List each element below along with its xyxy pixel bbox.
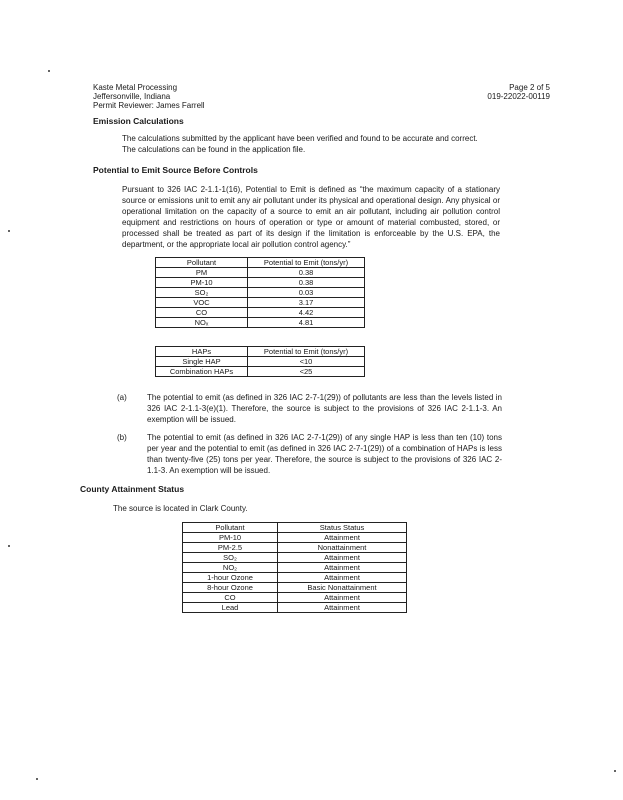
table-row [183, 533, 407, 543]
table-row [156, 308, 365, 318]
table-cell: PM-10 [156, 278, 248, 288]
county-heading: County Attainment Status [80, 484, 185, 494]
pte-heading: Potential to Emit Source Before Controls [93, 165, 258, 175]
scan-speck [36, 778, 38, 780]
emission-calculations-heading: Emission Calculations [93, 116, 184, 126]
table-row [156, 367, 365, 377]
scan-speck [48, 70, 50, 72]
table-cell: Attainment [278, 603, 407, 613]
item-b-marker: (b) [117, 433, 127, 442]
header-left [93, 83, 353, 110]
scan-speck [8, 545, 10, 547]
table-header-row [183, 523, 407, 533]
header-company: Kaste Metal Processing [93, 83, 178, 92]
table-cell: 0.38 [248, 278, 365, 288]
table-header: Pollutant [156, 258, 248, 268]
item-a-marker: (a) [117, 393, 127, 402]
table-cell: 0.03 [248, 288, 365, 298]
table-cell: Combination HAPs [156, 367, 248, 377]
header-permit: 019-22022-00119 [487, 92, 550, 101]
table-cell: Attainment [278, 533, 407, 543]
table-row [183, 563, 407, 573]
table-cell: 4.81 [248, 318, 365, 328]
table-row [183, 603, 407, 613]
table-header-row [156, 258, 365, 268]
emission-calculations-text: The calculations submitted by the applicant have been verified and found to be accurate and correct. The calculations can be found in the application file. [122, 134, 478, 154]
header-location: Jeffersonville, Indiana [93, 92, 171, 101]
table-cell: <10 [248, 357, 365, 367]
table-cell: PM [156, 268, 248, 278]
table-cell: CO [156, 308, 248, 318]
scan-speck [8, 230, 10, 232]
table-row [183, 553, 407, 563]
table-row [156, 318, 365, 328]
county-text: The source is located in Clark County. [113, 504, 248, 513]
header-page: Page 2 of 5 [509, 83, 550, 92]
table-row [156, 288, 365, 298]
table-cell: 0.38 [248, 268, 365, 278]
table-row [156, 298, 365, 308]
table-cell: 8-hour Ozone [183, 583, 278, 593]
table-header: Status Status [278, 523, 407, 533]
table-row [156, 357, 365, 367]
item-a-text: The potential to emit (as defined in 326 IAC 2-7-1(29)) of pollutants are less than the levels listed in 326 IAC 2-1.1-3(e)(1). Therefore, the source is subject to the provisions of 326 IAC 2-1.1-3. An exemption will be issued. [147, 393, 502, 424]
item-b-text: The potential to emit (as defined in 326 IAC 2-7-1(29)) of any single HAP is less than ten (10) tons per year and the potential to emit (as defined in 326 IAC 2-7-1(29)) of a combination of HAPs is less than twenty-five (25) tons per year. Therefore, the source is subject to the provisions of 326 IAC 2-1.1-3. An exemption will be issued. [147, 433, 502, 475]
table-cell: SO₂ [156, 288, 248, 298]
table-cell: NOₓ [156, 318, 248, 328]
table-cell: Lead [183, 603, 278, 613]
table-cell: Basic Nonattainment [278, 583, 407, 593]
table-cell: PM-10 [183, 533, 278, 543]
table-cell: Attainment [278, 573, 407, 583]
table-cell: Attainment [278, 553, 407, 563]
table-row [156, 278, 365, 288]
table-row [183, 593, 407, 603]
table-row [183, 543, 407, 553]
table-cell: 3.17 [248, 298, 365, 308]
table-header: Pollutant [183, 523, 278, 533]
table-cell: Attainment [278, 563, 407, 573]
table-row [156, 268, 365, 278]
table-cell: 1-hour Ozone [183, 573, 278, 583]
header-right [440, 83, 550, 101]
table-header: Potential to Emit (tons/yr) [248, 347, 365, 357]
table-cell: VOC [156, 298, 248, 308]
table-cell: Single HAP [156, 357, 248, 367]
table-row [183, 573, 407, 583]
table-cell: 4.42 [248, 308, 365, 318]
header-reviewer: Permit Reviewer: James Farrell [93, 101, 205, 110]
table-cell: NO₂ [183, 563, 278, 573]
table-cell: PM-2.5 [183, 543, 278, 553]
table-header-row [156, 347, 365, 357]
attainment-table [182, 522, 407, 613]
table-cell: Attainment [278, 593, 407, 603]
scan-speck [614, 770, 616, 772]
table-cell: Nonattainment [278, 543, 407, 553]
table-cell: CO [183, 593, 278, 603]
pte-table [155, 257, 365, 328]
table-cell: SO₂ [183, 553, 278, 563]
pte-paragraph: Pursuant to 326 IAC 2-1.1-1(16), Potential to Emit is defined as “the maximum capacity of a stationary source or emissions unit to emit any air pollutant under its physical and operational design. Any physical or operational limitation on the capacity of a source to emit an air pollutant, including air pollution control equipment and restrictions on hours of operation or type or amount of material combusted, stored, or processed shall be treated as part of its design if the limitation is enforceable by the U.S. EPA, the department, or the appropriate local air pollution control agency.” [122, 185, 500, 249]
table-header: Potential to Emit (tons/yr) [248, 258, 365, 268]
table-cell: <25 [248, 367, 365, 377]
table-header: HAPs [156, 347, 248, 357]
haps-table [155, 346, 365, 377]
table-row [183, 583, 407, 593]
